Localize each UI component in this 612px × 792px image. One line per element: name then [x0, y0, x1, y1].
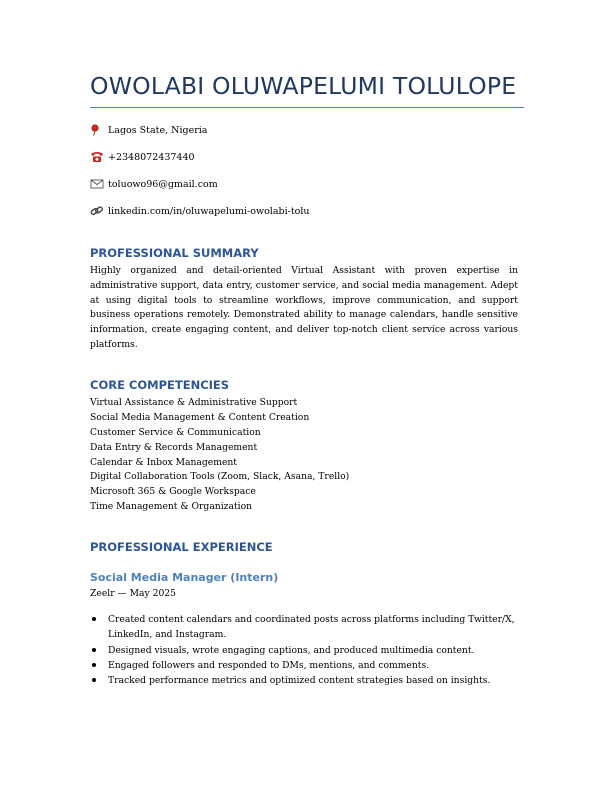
- list-item: [90, 658, 522, 673]
- contact-location: [90, 124, 207, 136]
- job-title: Social Media Manager (Intern): [90, 571, 279, 584]
- competency-item: Virtual Assistance & Administrative Support: [90, 397, 298, 408]
- summary-heading: PROFESSIONAL SUMMARY: [90, 246, 259, 260]
- name-divider: [90, 107, 524, 108]
- bullet-text: Created content calendars and coordinated posts across platforms including Twitter/X, LinkedIn, and Instagram.: [108, 614, 515, 641]
- email-text: toluowo96@gmail.com: [108, 178, 218, 190]
- competencies-heading: CORE COMPETENCIES: [90, 378, 230, 392]
- bullet-text: Engaged followers and responded to DMs, mentions, and comments.: [108, 659, 430, 671]
- link-icon: [90, 205, 104, 217]
- telephone-icon: [90, 151, 104, 163]
- competency-item: Data Entry & Records Management: [90, 441, 258, 453]
- competency-item: Time Management & Organization: [90, 501, 253, 513]
- job-company-date: Zeelr — May 2025: [90, 588, 176, 599]
- list-item: [90, 643, 522, 658]
- linkedin-text: linkedin.com/in/oluwapelumi-owolabi-tolu: [108, 205, 310, 217]
- competency-item: Customer Service & Communication: [90, 426, 261, 438]
- contact-phone: [90, 151, 195, 163]
- competency-item: Calendar & Inbox Management: [90, 456, 237, 468]
- bullet-text: Tracked performance metrics and optimized content strategies based on insights.: [108, 675, 491, 687]
- location-pin-icon: [90, 124, 104, 136]
- list-item: [90, 612, 522, 643]
- bullet-icon: [92, 648, 96, 652]
- competency-item: Social Media Management & Content Creation: [90, 411, 310, 423]
- candidate-name: OWOLABI OLUWAPELUMI TOLULOPE: [90, 72, 517, 100]
- competency-item: Microsoft 365 & Google Workspace: [90, 486, 256, 498]
- contact-linkedin[interactable]: [90, 205, 310, 217]
- contact-email[interactable]: [90, 178, 218, 190]
- bullet-icon: [92, 617, 96, 621]
- bullet-icon: [92, 678, 96, 682]
- location-text: Lagos State, Nigeria: [108, 124, 208, 136]
- envelope-icon: [90, 178, 104, 190]
- list-item: [90, 673, 522, 688]
- bullet-icon: [92, 663, 96, 667]
- phone-text: +2348072437440: [108, 151, 195, 163]
- competency-item: Digital Collaboration Tools (Zoom, Slack, Asana, Trello): [90, 471, 350, 483]
- competencies-list: [90, 396, 349, 515]
- experience-heading: PROFESSIONAL EXPERIENCE: [90, 540, 273, 554]
- summary-text: Highly organized and detail-oriented Virtual Assistant with proven expertise in administrative support, data entry, customer service, and social media management. Adept at using digital tools to streamline workflows, improve communication, and support business operations remotely. Demonstrated ability to manage calendars, handle sensitive information, create engaging content, and deliver top-notch client service across various platforms.: [90, 265, 518, 350]
- job-bullets: [90, 612, 522, 688]
- bullet-text: Designed visuals, wrote engaging captions, and produced multimedia content.: [108, 644, 475, 656]
